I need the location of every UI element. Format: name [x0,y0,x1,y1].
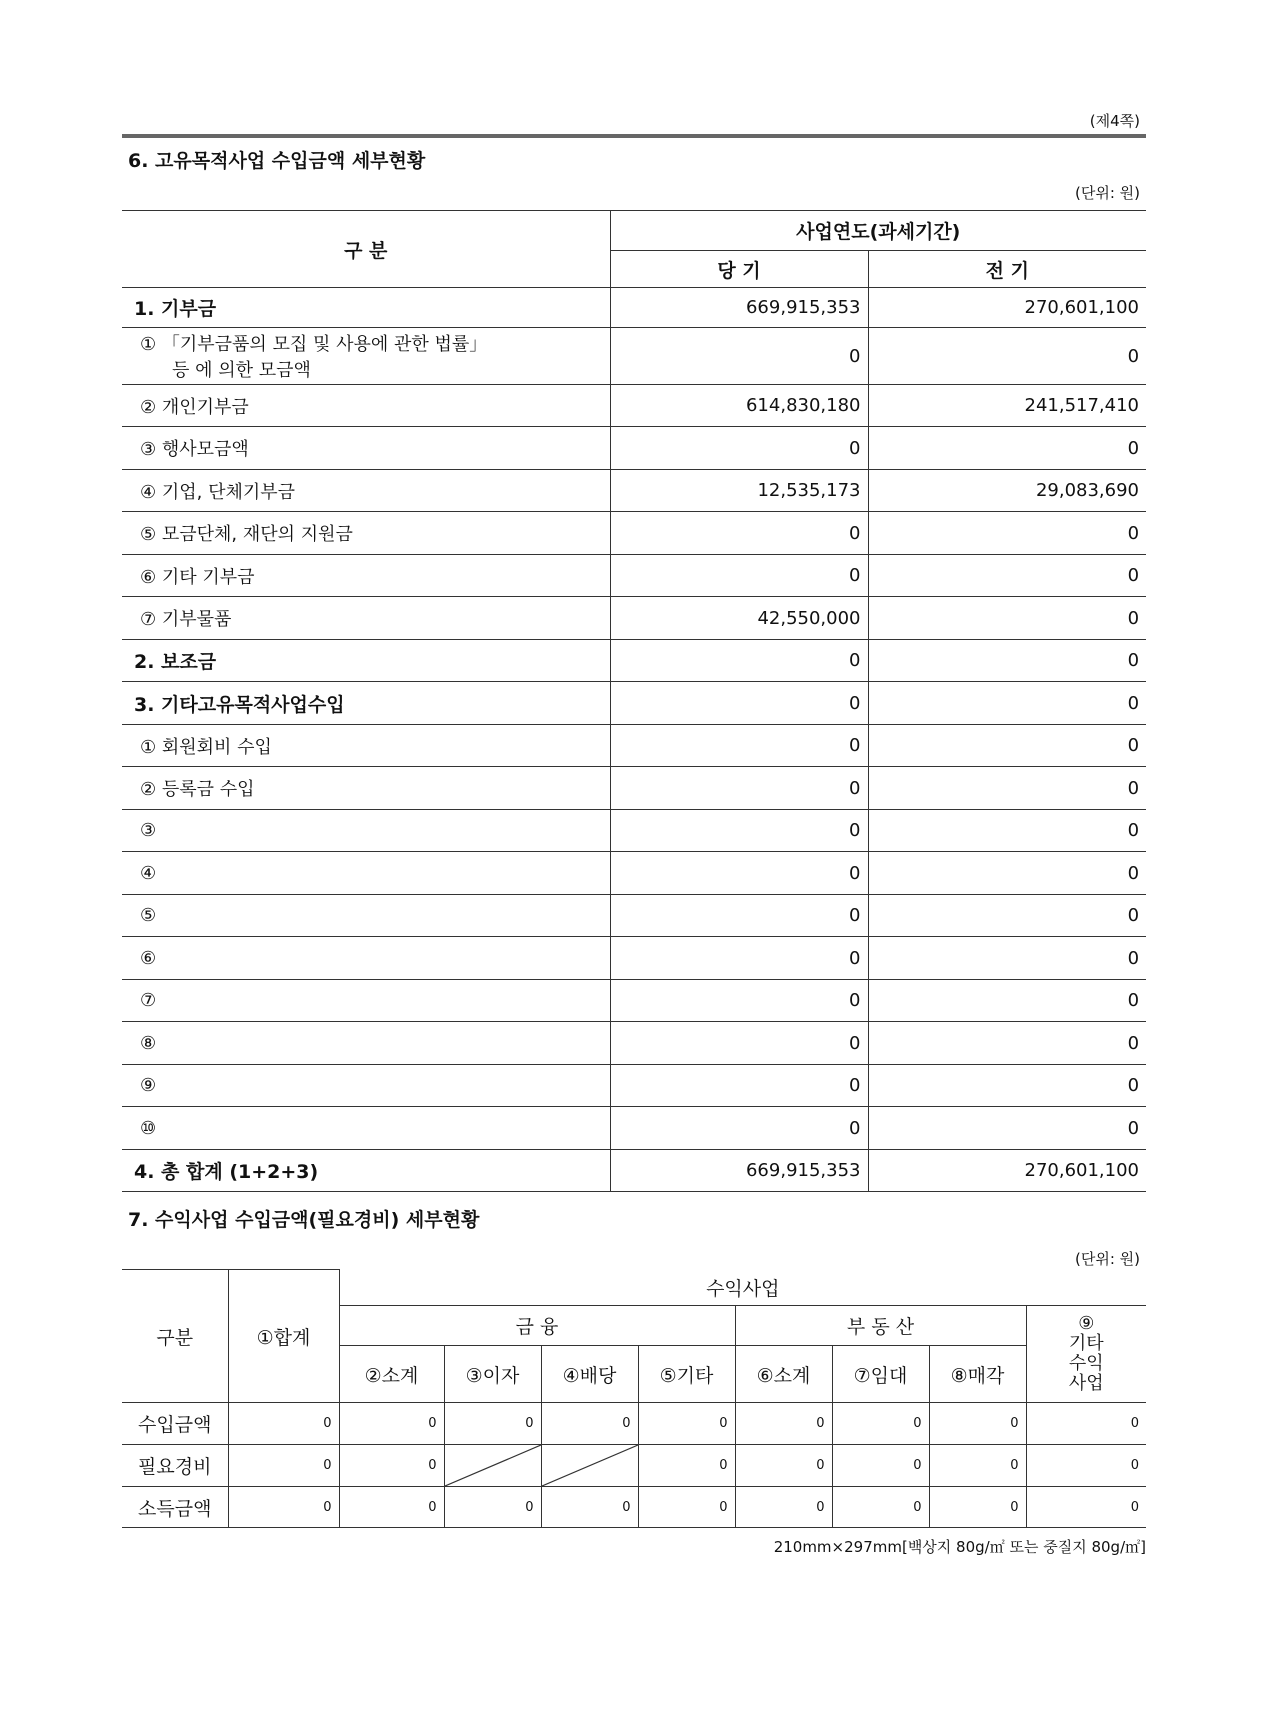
row-label: ⑥ 기타 기부금 [122,555,610,597]
current-value: 0 [610,980,868,1022]
previous-value: 270,601,100 [868,288,1146,328]
row-label: ⑥ [122,937,610,980]
cell-value: 0 [228,1487,339,1528]
header-other-business [1026,1306,1146,1403]
cell-value: 0 [444,1403,541,1445]
cell-value: 0 [228,1445,339,1487]
previous-value: 0 [868,810,1146,852]
row-label: ① 회원회비 수입 [122,725,610,767]
row-label: 필요경비 [122,1445,228,1487]
cell-value: 0 [735,1403,832,1445]
header-category: 구분 [122,1270,228,1403]
previous-value: 0 [868,980,1146,1022]
section6-title: 6. 고유목적사업 수입금액 세부현황 [128,150,426,172]
table-row [122,1065,1146,1107]
current-value: 0 [610,895,868,937]
row-label: ⑦ [122,980,610,1022]
previous-value: 0 [868,1107,1146,1150]
header-sale: ⑧매각 [929,1346,1026,1403]
header-total: ①합계 [228,1270,339,1403]
diagonal-line [542,1445,638,1486]
row-label-line2: 등 에 의한 모금액 [172,360,311,381]
row-label: ④ [122,852,610,895]
header-previous: 전 기 [868,251,1146,288]
header-realestate: 부 동 산 [735,1306,1026,1346]
cell-value: 0 [735,1445,832,1487]
row-label: 3. 기타고유목적사업수입 [122,682,610,725]
header-interest: ③이자 [444,1346,541,1403]
header-finance-subtotal: ②소계 [339,1346,444,1403]
row-label: ⑧ [122,1022,610,1065]
cell-value: 0 [929,1445,1026,1487]
previous-value: 0 [868,512,1146,555]
row-label: 2. 보조금 [122,640,610,682]
header-period: 사업연도(과세기간) [610,211,1146,251]
previous-value: 0 [868,1022,1146,1065]
table-row [122,328,1146,385]
header-other-line: ⑨ [1078,1313,1095,1334]
row-label: ⑨ [122,1065,610,1107]
row-label: ② 등록금 수입 [122,767,610,810]
table-row [122,512,1146,555]
cell-value: 0 [339,1487,444,1528]
current-value: 0 [610,810,868,852]
cell-value: 0 [929,1403,1026,1445]
previous-value: 0 [868,597,1146,640]
section7-title: 7. 수익사업 수입금액(필요경비) 세부현황 [128,1209,480,1231]
table-row [122,767,1146,810]
table-row [122,852,1146,895]
header-category: 구 분 [122,211,610,288]
table-row [122,980,1146,1022]
cell-value: 0 [444,1487,541,1528]
header-rent: ⑦임대 [832,1346,929,1403]
section6-table [122,210,1146,1192]
cell-value: 0 [1026,1487,1146,1528]
cell-value: 0 [638,1403,735,1445]
header-dividend: ④배당 [541,1346,638,1403]
cell-value: 0 [929,1487,1026,1528]
previous-value: 0 [868,682,1146,725]
current-value: 0 [610,1065,868,1107]
cell-value: 0 [541,1487,638,1528]
row-label-line1: ① 「기부금품의 모집 및 사용에 관한 법률」 [140,334,488,355]
row-label: ⑤ [122,895,610,937]
page-number: (제4쪽) [1089,112,1140,130]
table-row [122,555,1146,597]
cell-value: 0 [832,1487,929,1528]
header-business: 수익사업 [339,1270,1146,1306]
cell-value: 0 [735,1487,832,1528]
current-value: 614,830,180 [610,385,868,427]
current-value: 0 [610,767,868,810]
current-value: 0 [610,640,868,682]
current-value: 12,535,173 [610,470,868,512]
previous-value: 0 [868,852,1146,895]
table-row [122,725,1146,767]
row-label: 1. 기부금 [122,288,610,328]
previous-value: 270,601,100 [868,1150,1146,1192]
row-label: ⑦ 기부물품 [122,597,610,640]
header-realestate-subtotal: ⑥소계 [735,1346,832,1403]
table-row [122,1403,1146,1445]
row-label: ⑤ 모금단체, 재단의 지원금 [122,512,610,555]
previous-value: 0 [868,895,1146,937]
previous-value: 0 [868,937,1146,980]
current-value: 0 [610,1107,868,1150]
header-current: 당 기 [610,251,868,288]
cell-value: 0 [541,1403,638,1445]
previous-value: 29,083,690 [868,470,1146,512]
cell-value: 0 [832,1445,929,1487]
table-row [122,682,1146,725]
row-label: ② 개인기부금 [122,385,610,427]
table-row [122,1107,1146,1150]
table-row [122,1022,1146,1065]
cell-value: 0 [339,1445,444,1487]
table-row [122,640,1146,682]
current-value: 42,550,000 [610,597,868,640]
header-finance-other: ⑤기타 [638,1346,735,1403]
row-label: ③ [122,810,610,852]
cell-value: 0 [832,1403,929,1445]
current-value: 0 [610,427,868,470]
section6-unit: (단위: 원) [1075,184,1140,202]
current-value: 669,915,353 [610,288,868,328]
row-label: ③ 행사모금액 [122,427,610,470]
header-other-line: 사업 [1068,1373,1104,1394]
row-label [122,328,610,385]
previous-value: 0 [868,555,1146,597]
header-finance: 금 융 [339,1306,735,1346]
table-row [122,470,1146,512]
current-value: 0 [610,512,868,555]
row-label: 4. 총 합계 (1+2+3) [122,1150,610,1192]
previous-value: 0 [868,1065,1146,1107]
current-value: 669,915,353 [610,1150,868,1192]
cell-value: 0 [228,1403,339,1445]
table-row [122,1150,1146,1192]
current-value: 0 [610,852,868,895]
current-value: 0 [610,937,868,980]
previous-value: 0 [868,427,1146,470]
current-value: 0 [610,555,868,597]
header-other-line: 기타 [1068,1333,1104,1354]
row-label: 수입금액 [122,1403,228,1445]
table-row [122,288,1146,328]
cell-value: 0 [638,1487,735,1528]
table-row [122,895,1146,937]
cell-value: 0 [339,1403,444,1445]
table-row [122,937,1146,980]
row-label: ⑩ [122,1107,610,1150]
cell-value: 0 [1026,1403,1146,1445]
current-value: 0 [610,328,868,385]
cell-value: 0 [1026,1445,1146,1487]
paper-spec-footer: 210mm×297mm[백상지 80g/㎡ 또는 중질지 80g/㎡] [773,1538,1146,1556]
section7-unit: (단위: 원) [1075,1250,1140,1268]
diagonal-line [445,1445,541,1486]
crossed-out-cell [541,1445,638,1487]
previous-value: 0 [868,767,1146,810]
previous-value: 241,517,410 [868,385,1146,427]
section7-table [122,1269,1146,1528]
previous-value: 0 [868,640,1146,682]
table-row [122,385,1146,427]
crossed-out-cell [444,1445,541,1487]
table-row [122,1487,1146,1528]
previous-value: 0 [868,725,1146,767]
row-label: ④ 기업, 단체기부금 [122,470,610,512]
current-value: 0 [610,682,868,725]
table-row [122,597,1146,640]
current-value: 0 [610,1022,868,1065]
table-row [122,427,1146,470]
cell-value: 0 [638,1445,735,1487]
table-row [122,1445,1146,1487]
row-label: 소득금액 [122,1487,228,1528]
table-row [122,810,1146,852]
current-value: 0 [610,725,868,767]
previous-value: 0 [868,328,1146,385]
top-rule [122,134,1146,138]
header-other-line: 수익 [1068,1353,1104,1374]
